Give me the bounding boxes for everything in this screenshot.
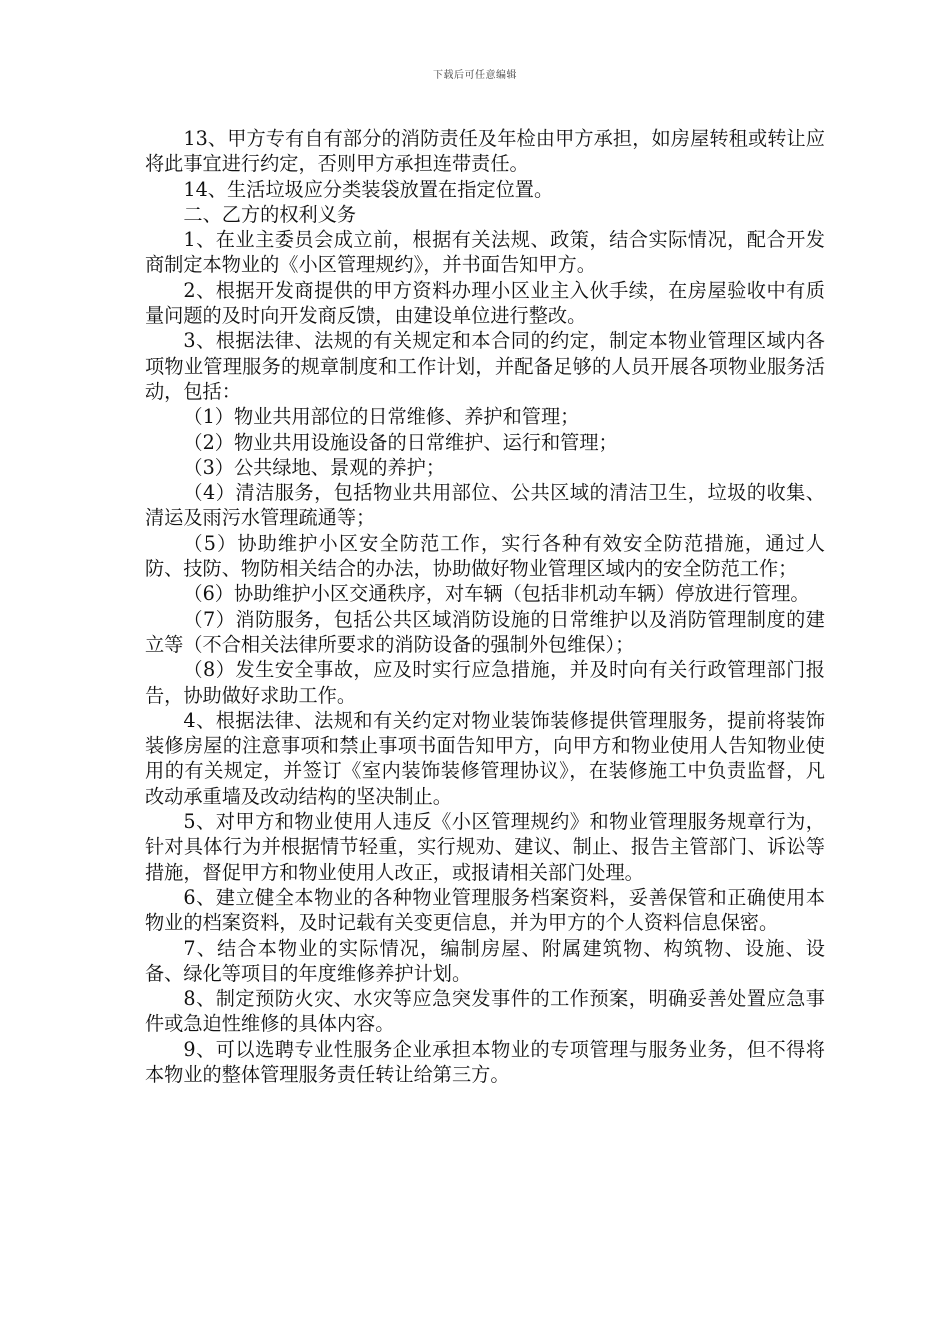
clause-b-4: 4、根据法律、法规和有关约定对物业装饰装修提供管理服务，提前将装饰装修房屋的注意事项和禁止事项书面告知甲方，向甲方和物业使用人告知物业使用的有关规定，并签订《室内装饰装修管理协议》，在装修施工中负责监督，凡改动承重墙及改动结构的坚决制止。 xyxy=(145,708,825,808)
clause-b-1: 1、在业主委员会成立前，根据有关法规、政策，结合实际情况，配合开发商制定本物业的《小区管理规约》，并书面告知甲方。 xyxy=(145,228,825,277)
sub-item-7: （7）消防服务，包括公共区域消防设施的日常维护以及消防管理制度的建立等（不合相关法律所要求的消防设备的强制外包维保）； xyxy=(145,607,825,656)
sub-item-5: （5）协助维护小区安全防范工作，实行各种有效安全防范措施，通过人防、技防、物防相关结合的办法，协助做好物业管理区域内的安全防范工作； xyxy=(145,531,825,581)
clause-b-5: 5、对甲方和物业使用人违反《小区管理规约》和物业管理服务规章行为，针对具体行为并根据情节轻重，实行规劝、建议、制止、报告主管部门、诉讼等措施，督促甲方和物业使用人改正，或报请相关部门处理。 xyxy=(145,810,825,884)
clause-b-7: 7、结合本物业的实际情况，编制房屋、附属建筑物、构筑物、设施、设备、绿化等项目的年度维修养护计划。 xyxy=(145,936,825,985)
document-body xyxy=(145,126,825,1087)
sub-item-3: （3）公共绿地、景观的养护； xyxy=(183,455,446,479)
section-heading-party-b: 二、乙方的权利义务 xyxy=(183,202,357,226)
clause-b-8: 8、制定预防火灾、水灾等应急突发事件的工作预案，明确妥善处置应急事件或急迫性维修的具体内容。 xyxy=(145,987,825,1036)
clause-b-3: 3、根据法律、法规的有关规定和本合同的约定，制定本物业管理区域内各项物业管理服务的规章制度和工作计划，并配备足够的人员开展各项物业服务活动，包括： xyxy=(145,329,825,403)
clause-b-2: 2、根据开发商提供的甲方资料办理小区业主入伙手续，在房屋验收中有质量问题的及时向开发商反馈，由建设单位进行整改。 xyxy=(145,278,825,328)
page-header-note: 下载后可任意编辑 xyxy=(433,70,517,81)
clause-b-9: 9、可以选聘专业性服务企业承担本物业的专项管理与服务业务，但不得将本物业的整体管理服务责任转让给第三方。 xyxy=(145,1037,825,1086)
clause-b-6: 6、建立健全本物业的各种物业管理服务档案资料，妥善保管和正确使用本物业的档案资料，及时记载有关变更信息，并为甲方的个人资料信息保密。 xyxy=(145,885,825,935)
clause-13: 13、甲方专有自有部分的消防责任及年检由甲方承担，如房屋转租或转让应将此事宜进行约定，否则甲方承担连带责任。 xyxy=(145,127,825,176)
sub-item-2: （2）物业共用设施设备的日常维护、运行和管理； xyxy=(183,430,618,454)
sub-item-1: （1）物业共用部位的日常维修、养护和管理； xyxy=(183,405,580,429)
sub-item-4: （4）清洁服务，包括物业共用部位、公共区域的清洁卫生，垃圾的收集、清运及雨污水管理疏通等； xyxy=(145,481,825,530)
clause-14: 14、生活垃圾应分类装袋放置在指定位置。 xyxy=(183,177,554,201)
sub-item-8: （8）发生安全事故，应及时实行应急措施，并及时向有关行政管理部门报告，协助做好求助工作。 xyxy=(145,658,825,707)
sub-item-6: （6）协助维护小区交通秩序，对车辆（包括非机动车辆）停放进行管理。 xyxy=(183,582,810,606)
